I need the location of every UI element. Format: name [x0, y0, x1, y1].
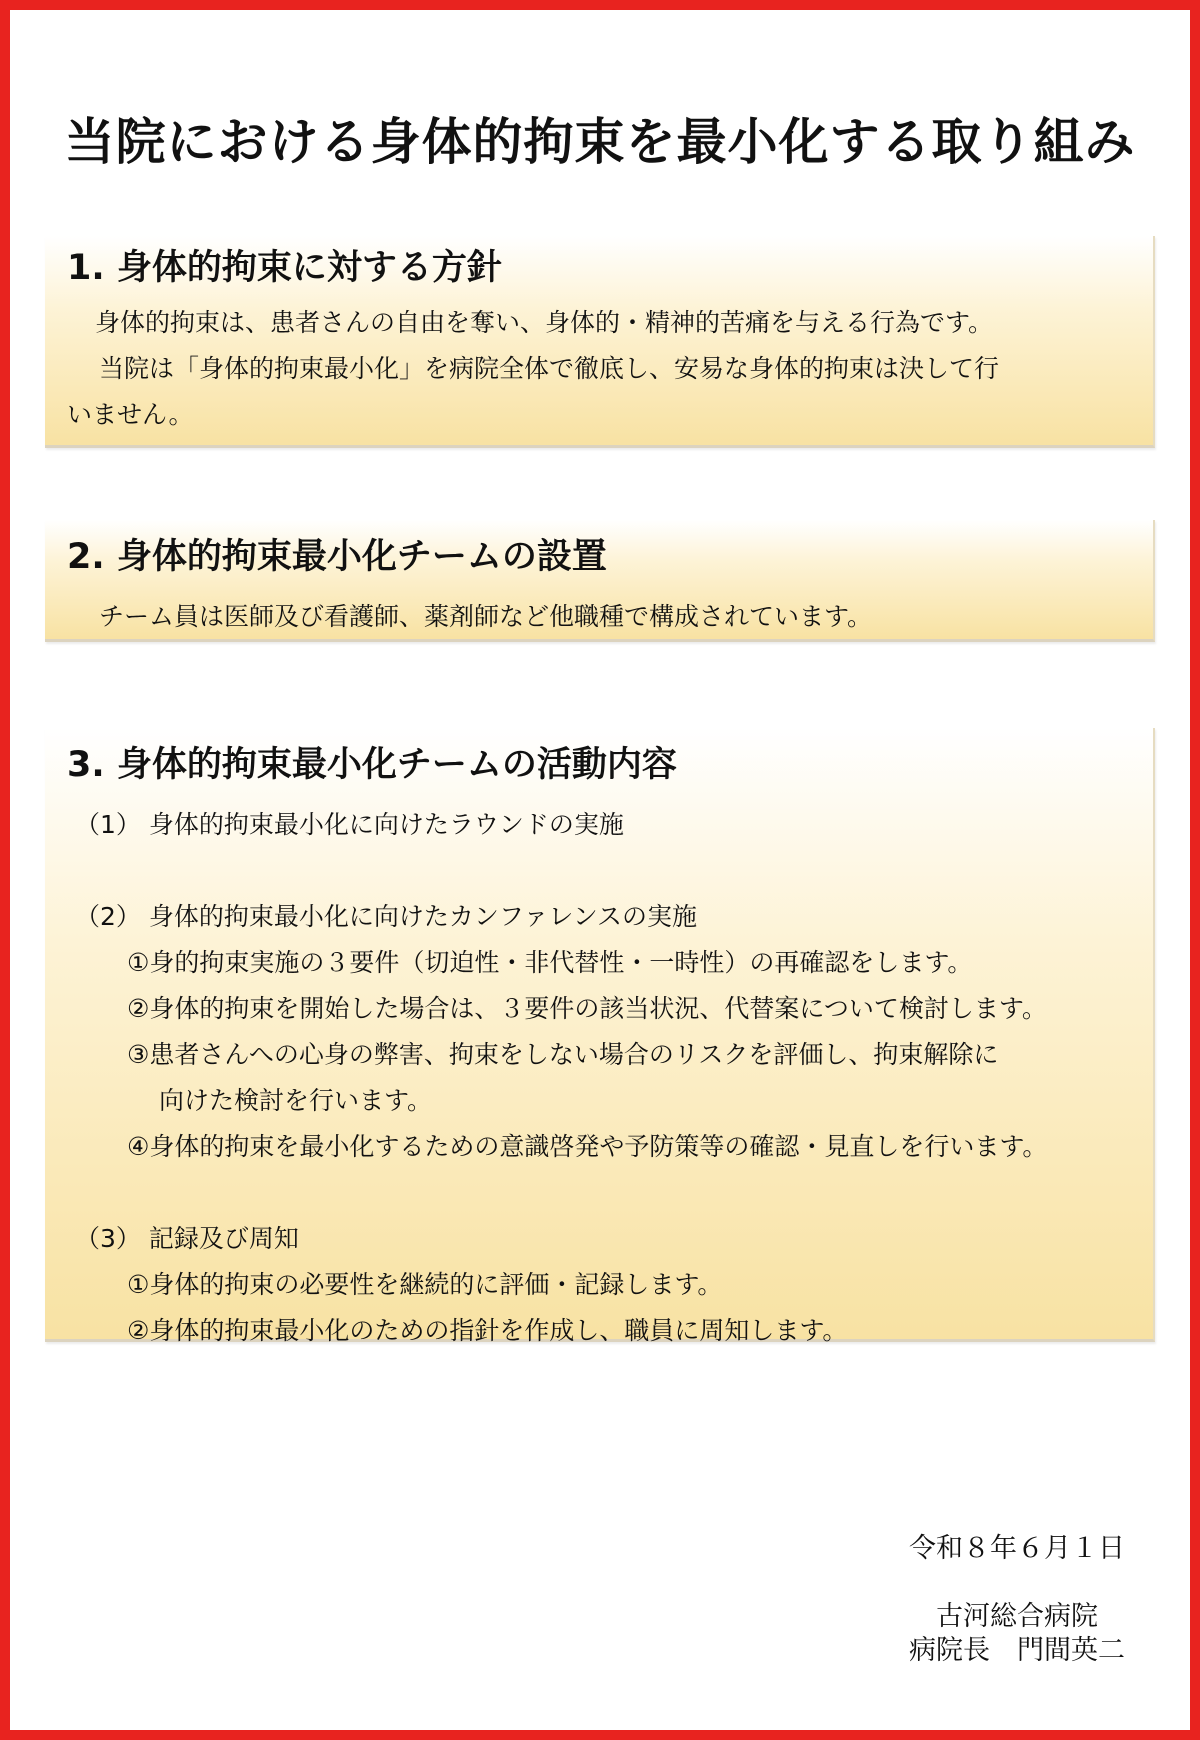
section-heading: 1. 身体的拘束に対する方針: [67, 248, 502, 288]
subsection-label: （3）: [75, 1224, 141, 1253]
list-item: ③患者さんへの心身の弊害、拘束をしない場合のリスクを評価し、拘束解除に: [127, 1040, 999, 1069]
subsection-text: 身体的拘束最小化に向けたカンファレンスの実施: [148, 902, 697, 931]
list-item: ④身体的拘束を最小化するための意識啓発や予防策等の確認・見直しを行います。: [127, 1132, 1048, 1161]
list-item: ②身体的拘束を開始した場合は、３要件の該当状況、代替案について検討します。: [127, 994, 1047, 1023]
subsection-heading: [67, 802, 1133, 848]
hospital-name: 古河総合病院: [936, 1601, 1098, 1632]
section-policy: [45, 236, 1155, 448]
list-item: ②身体的拘束最小化のための指針を作成し、職員に周知します。: [127, 1316, 848, 1345]
list-item: ①身体的拘束の必要性を継続的に評価・記録します。: [127, 1270, 723, 1299]
section-text: いません。: [67, 400, 194, 429]
director-name: 病院長 門間英二: [909, 1635, 1125, 1666]
page-title: 当院における身体的拘束を最小化する取り組み: [64, 113, 1136, 171]
subsection-heading: [67, 894, 1133, 940]
subsection-text: 記録及び周知: [148, 1224, 299, 1253]
list-item: ①身的拘束実施の３要件（切迫性・非代替性・一時性）の再確認をします。: [127, 948, 973, 977]
subsection-label: （2）: [75, 902, 141, 931]
section-heading: 3. 身体的拘束最小化チームの活動内容: [67, 745, 677, 785]
section-text: 身体的拘束は、患者さんの自由を奪い、身体的・精神的苦痛を与える行為です。: [95, 308, 994, 337]
subsection-label: （1）: [75, 810, 141, 839]
list-item-continuation: 向けた検討を行います。: [159, 1086, 433, 1115]
section-text: チーム員は医師及び看護師、薬剤師など他職種で構成されています。: [99, 602, 873, 631]
section-text: 当院は「身体的拘束最小化」を病院全体で徹底し、安易な身体的拘束は決して行: [99, 354, 1000, 383]
section-activities: [45, 728, 1155, 1345]
subsection-text: 身体的拘束最小化に向けたラウンドの実施: [148, 810, 624, 839]
subsection-heading: [67, 1216, 1133, 1262]
section-heading: 2. 身体的拘束最小化チームの設置: [67, 537, 607, 577]
issue-date: 令和８年６月１日: [909, 1533, 1125, 1564]
section-team: [45, 520, 1155, 642]
